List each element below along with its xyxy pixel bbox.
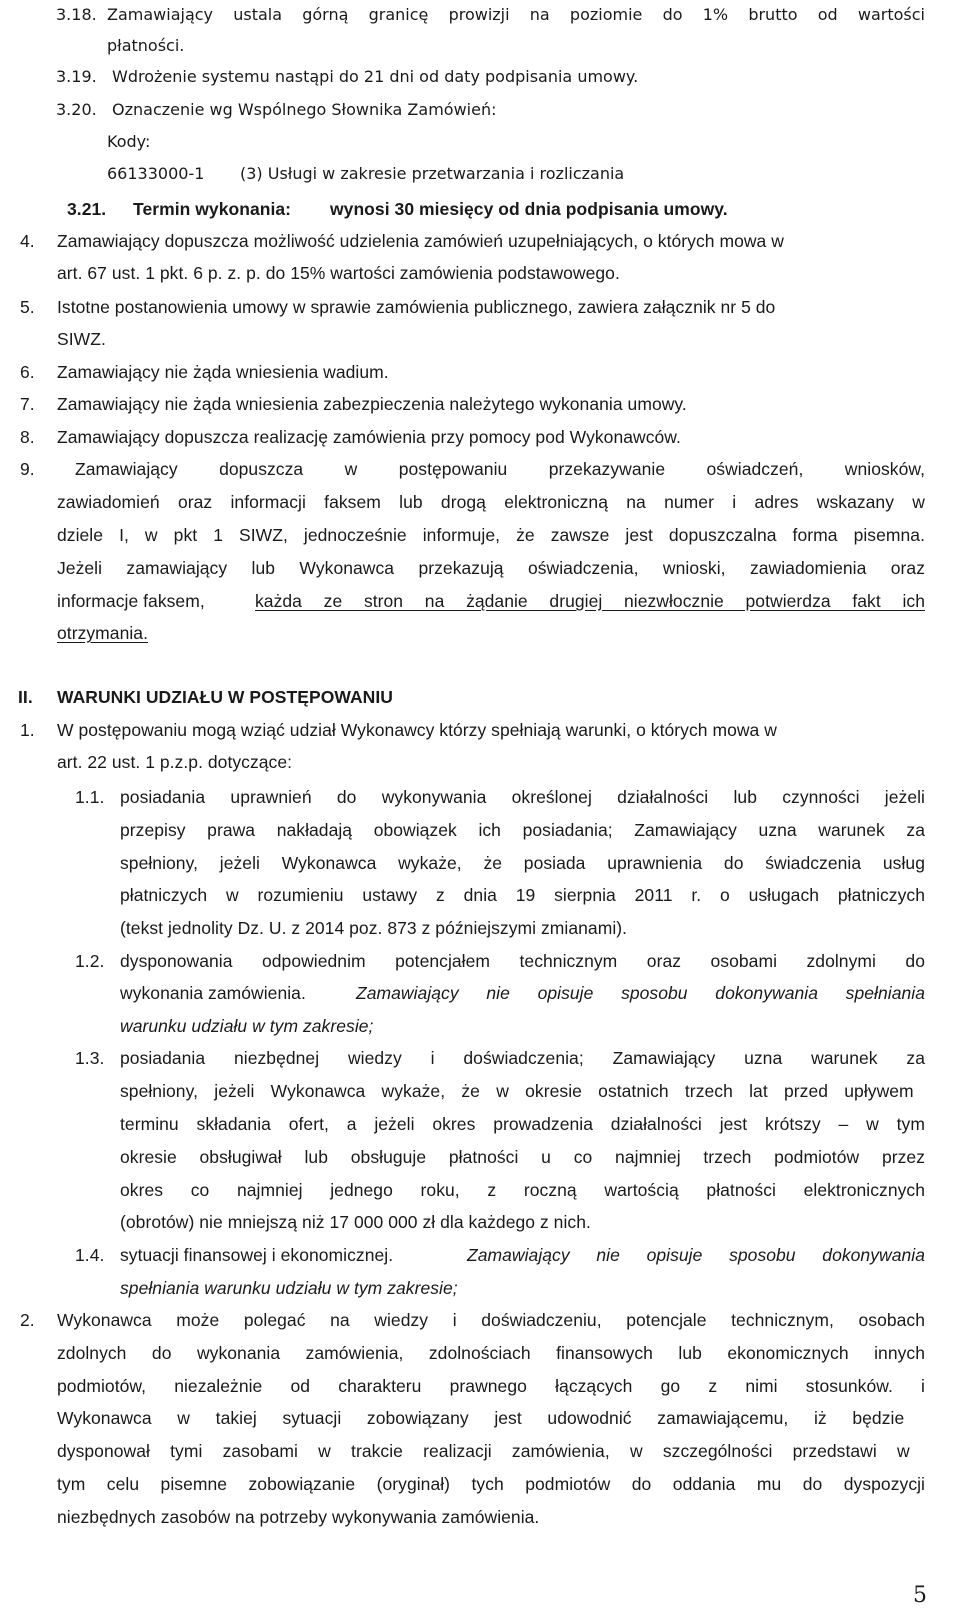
item-line: tym celu pisemne zobowiązanie (oryginał) tych podmiotów do oddania mu do dyspozycji: [57, 1474, 925, 1494]
subitem-line: (tekst jednolity Dz. U. z 2014 poz. 873 z późniejszymi zmianami).: [120, 918, 628, 938]
italic-text: warunku udziału w tym zakresie;: [120, 1016, 374, 1036]
item-line: informacje faksem,: [57, 591, 205, 611]
underlined-text: każda ze stron na żądanie drugiej niezwłocznie potwierdza fakt ich: [255, 591, 925, 611]
subitem-number: 1.4.: [75, 1245, 105, 1265]
item-number: 9.: [20, 459, 35, 479]
item-line: Zamawiający nie żąda wniesienia zabezpieczenia należytego wykonania umowy.: [57, 394, 687, 414]
subitem-line: sytuacji finansowej i ekonomicznej.: [120, 1245, 394, 1265]
item-number: 7.: [20, 394, 35, 414]
item-line: niezbędnych zasobów na potrzeby wykonywania zamówienia.: [57, 1507, 540, 1527]
term-label: Termin wykonania:: [133, 199, 292, 219]
subitem-line: posiadania uprawnień do wykonywania określonej działalności lub czynności jeżeli: [120, 787, 925, 807]
item-line: Istotne postanowienia umowy w sprawie zamówienia publicznego, zawiera załącznik nr 5 do: [57, 297, 776, 317]
subitem-line: spełniony, jeżeli Wykonawca wykaże, że posiada uprawnienia do świadczenia usług: [120, 853, 925, 873]
subitem-line: przepisy prawa nakładają obowiązek ich posiadania; Zamawiający uzna warunek za: [120, 820, 925, 840]
item-line: Wykonawca w takiej sytuacji zobowiązany jest udowodnić zamawiającemu, iż będzie: [57, 1408, 905, 1428]
item-line: Wykonawca może polegać na wiedzy i doświadczeniu, potencjale technicznym, osobach: [57, 1310, 925, 1330]
page-number: 5: [913, 1583, 928, 1608]
item-number: 3.20.: [56, 100, 97, 119]
term-text: wynosi 30 miesięcy od dnia podpisania umowy.: [330, 199, 728, 219]
cpv-code: 66133000-1: [107, 164, 205, 183]
subitem-line: płatniczych w rozumieniu ustawy z dnia 19 sierpnia 2011 r. o usługach płatniczych: [120, 885, 925, 905]
subitem-line: okresie obsługiwał lub obsługuje płatności u co najmniej trzech podmiotów przez: [120, 1147, 925, 1167]
subitem-line: wykonania zamówienia.: [120, 983, 306, 1003]
item-text: Wdrożenie systemu nastąpi do 21 dni od daty podpisania umowy.: [112, 67, 639, 86]
subitem-number: 1.3.: [75, 1048, 105, 1068]
italic-text: Zamawiający nie opisuje sposobu dokonywania spełniania: [356, 983, 925, 1003]
item-line: Zamawiający dopuszcza w postępowaniu przekazywanie oświadczeń, wniosków,: [75, 459, 925, 479]
item-line: W postępowaniu mogą wziąć udział Wykonawcy którzy spełniają warunki, o których mowa w: [57, 720, 777, 740]
italic-text: Zamawiający nie opisuje sposobu dokonywania: [467, 1245, 925, 1265]
item-line: zawiadomień oraz informacji faksem lub drogą elektroniczną na numer i adres wskazany w: [57, 492, 925, 512]
item-number: 3.19.: [56, 67, 97, 86]
subitem-line: dysponowania odpowiednim potencjałem technicznym oraz osobami zdolnymi do: [120, 951, 925, 971]
subitem-number: 1.2.: [75, 951, 105, 971]
item-line: Zamawiający dopuszcza realizację zamówienia przy pomocy pod Wykonawców.: [57, 427, 681, 447]
italic-text: spełniania warunku udziału w tym zakresie;: [120, 1278, 458, 1298]
subitem-line: (obrotów) nie mniejszą niż 17 000 000 zł dla każdego z nich.: [120, 1212, 591, 1232]
item-text: Zamawiający ustala górną granicę prowizji na poziomie do 1% brutto od wartości: [107, 5, 925, 24]
cpv-description: (3) Usługi w zakresie przetwarzania i rozliczania: [240, 164, 625, 183]
item-text: Oznaczenie wg Wspólnego Słownika Zamówień:: [112, 100, 497, 119]
item-number: 1.: [20, 720, 35, 740]
item-number: 4.: [20, 231, 35, 251]
item-line: Zamawiający nie żąda wniesienia wadium.: [57, 362, 389, 382]
underlined-text: otrzymania.: [57, 623, 148, 643]
codes-label: Kody:: [107, 132, 151, 151]
section-number: II.: [18, 687, 33, 707]
item-text: płatności.: [107, 36, 185, 55]
subitem-line: posiadania niezbędnej wiedzy i doświadczenia; Zamawiający uzna warunek za: [120, 1048, 925, 1068]
item-line: Zamawiający dopuszcza możliwość udzielenia zamówień uzupełniających, o których mowa w: [57, 231, 784, 251]
item-line: art. 67 ust. 1 pkt. 6 p. z. p. do 15% wartości zamówienia podstawowego.: [57, 263, 620, 283]
item-line: dziele I, w pkt 1 SIWZ, jednocześnie informuje, że zawsze jest dopuszczalna forma pisemna.: [57, 525, 925, 545]
item-line: dysponował tymi zasobami w trakcie realizacji zamówienia, w szczególności przedstawi w: [57, 1441, 910, 1461]
item-line: podmiotów, niezależnie od charakteru prawnego łączących go z nimi stosunków. i: [57, 1376, 925, 1396]
subitem-number: 1.1.: [75, 787, 105, 807]
item-line: Jeżeli zamawiający lub Wykonawca przekazują oświadczenia, wnioski, zawiadomienia oraz: [57, 558, 925, 578]
item-number: 3.21.: [67, 199, 107, 219]
item-number: 5.: [20, 297, 35, 317]
item-line: art. 22 ust. 1 p.z.p. dotyczące:: [57, 752, 293, 772]
subitem-line: spełniony, jeżeli Wykonawca wykaże, że w okresie ostatnich trzech lat przed upływem: [120, 1081, 914, 1101]
item-number: 6.: [20, 362, 35, 382]
item-number: 2.: [20, 1310, 35, 1330]
item-number: 3.18.: [56, 5, 97, 24]
item-number: 8.: [20, 427, 35, 447]
item-line: zdolnych do wykonania zamówienia, zdolnościach finansowych lub ekonomicznych innych: [57, 1343, 925, 1363]
section-title: WARUNKI UDZIAŁU W POSTĘPOWANIU: [57, 687, 393, 707]
subitem-line: okres co najmniej jednego roku, z roczną wartością płatności elektronicznych: [120, 1180, 925, 1200]
subitem-line: terminu składania ofert, a jeżeli okres prowadzenia działalności jest krótszy – w tym: [120, 1114, 925, 1134]
item-line: SIWZ.: [57, 329, 106, 349]
